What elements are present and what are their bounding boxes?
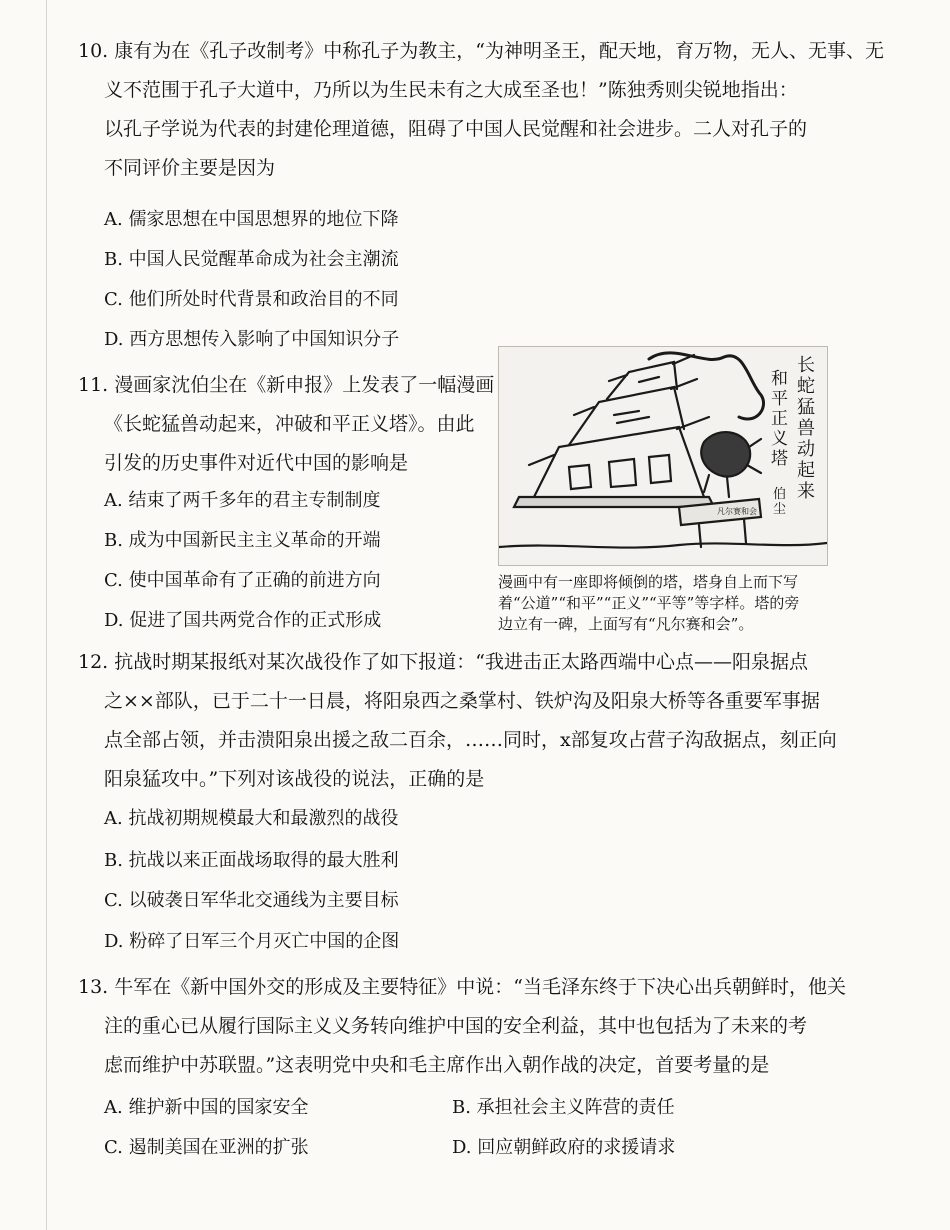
question-12-option-d[interactable]: D. 粉碎了日军三个月灭亡中国的企图 [104,931,400,952]
caption-line: 漫画中有一座即将倾倒的塔，塔身自上而下写 [498,573,799,591]
question-11-option-d[interactable]: D. 促进了国共两党合作的正式形成 [104,610,382,631]
question-11 [78,366,495,483]
question-11-option-c[interactable]: C. 使中国革命有了正确的前进方向 [104,570,381,591]
question-11-option-b[interactable]: B. 成为中国新民主主义革命的开端 [104,530,381,551]
cartoon-image [498,346,828,566]
question-12-option-c[interactable]: C. 以破袭日军华北交通线为主要目标 [104,890,399,911]
question-13-line: 注的重心已从履行国际主义义务转向维护中国的安全利益，其中也包括为了未来的考 [104,1015,808,1037]
caption-line: 边立有一碑，上面写有“凡尔赛和会”。 [498,615,754,633]
question-12-line: 阳泉猛攻中。”下列对该战役的说法，正确的是 [104,768,485,790]
caption-line: 着“公道”“和平”“正义”“平等”等字样。塔的旁 [498,594,800,612]
question-10-option-b[interactable]: B. 中国人民觉醒革命成为社会主潮流 [104,249,399,270]
cartoon-sign-text: 凡尔赛和会 [717,507,757,516]
question-10-line: 以孔子学说为代表的封建伦理道德，阻碍了中国人民觉醒和社会进步。二人对孔子的 [104,118,808,140]
cartoon-author: 伯尘 [773,487,787,517]
question-12-line: 之××部队，已于二十一日晨，将阳泉西之桑掌村、铁炉沟及阳泉大桥等各重要军事据 [104,690,820,712]
question-12 [78,643,838,799]
question-10-option-a[interactable]: A. 儒家思想在中国思想界的地位下降 [104,209,399,230]
question-13-option-c[interactable]: C. 遏制美国在亚洲的扩张 [104,1137,309,1158]
question-11-line: 引发的历史事件对近代中国的影响是 [104,452,409,474]
question-10-line: 义不范围于孔子大道中，乃所以为生民未有之大成至圣也！”陈独秀则尖锐地指出： [104,79,798,101]
question-10-option-c[interactable]: C. 他们所处时代背景和政治目的不同 [104,289,399,310]
question-13-line: 虑而维护中苏联盟。”这表明党中央和毛主席作出入朝作战的决定，首要考量的是 [104,1054,770,1076]
cartoon-title-left: 和平正义塔 [771,369,788,469]
question-10-option-d[interactable]: D. 西方思想传入影响了中国知识分子 [104,329,400,350]
cartoon-title-right: 长蛇猛兽动起来 [797,355,815,502]
page-margin-rule [46,0,47,1230]
question-13-option-d[interactable]: D. 回应朝鲜政府的求援请求 [452,1137,676,1158]
question-13-option-b[interactable]: B. 承担社会主义阵营的责任 [452,1097,675,1118]
question-13-line: 13. 牛军在《新中国外交的形成及主要特征》中说：“当毛泽东终于下决心出兵朝鲜时，他关 [78,976,846,998]
question-11-line: 《长蛇猛兽动起来，冲破和平正义塔》。由此 [104,413,475,435]
question-10-line: 不同评价主要是因为 [104,157,276,179]
question-12-option-a[interactable]: A. 抗战初期规模最大和最激烈的战役 [104,808,399,829]
cartoon-caption [498,572,843,635]
question-12-line: 点全部占领，并击溃阳泉出援之敌二百余，……同时，x部复攻占营子沟敌据点，刻正向 [104,729,837,751]
question-13 [78,968,846,1085]
question-12-line: 12. 抗战时期某报纸对某次战役作了如下报道：“我进击正太路西端中心点——阳泉据点 [78,651,808,673]
question-11-option-a[interactable]: A. 结束了两千多年的君主专制制度 [104,490,381,511]
question-10 [78,32,884,188]
question-12-option-b[interactable]: B. 抗战以来正面战场取得的最大胜利 [104,850,399,871]
question-11-line: 11. 漫画家沈伯尘在《新申报》上发表了一幅漫画 [78,374,495,396]
question-13-option-a[interactable]: A. 维护新中国的国家安全 [104,1097,309,1118]
question-10-line: 10. 康有为在《孔子改制考》中称孔子为教主，“为神明圣王，配天地，育万物，无人、无事、无 [78,40,884,62]
